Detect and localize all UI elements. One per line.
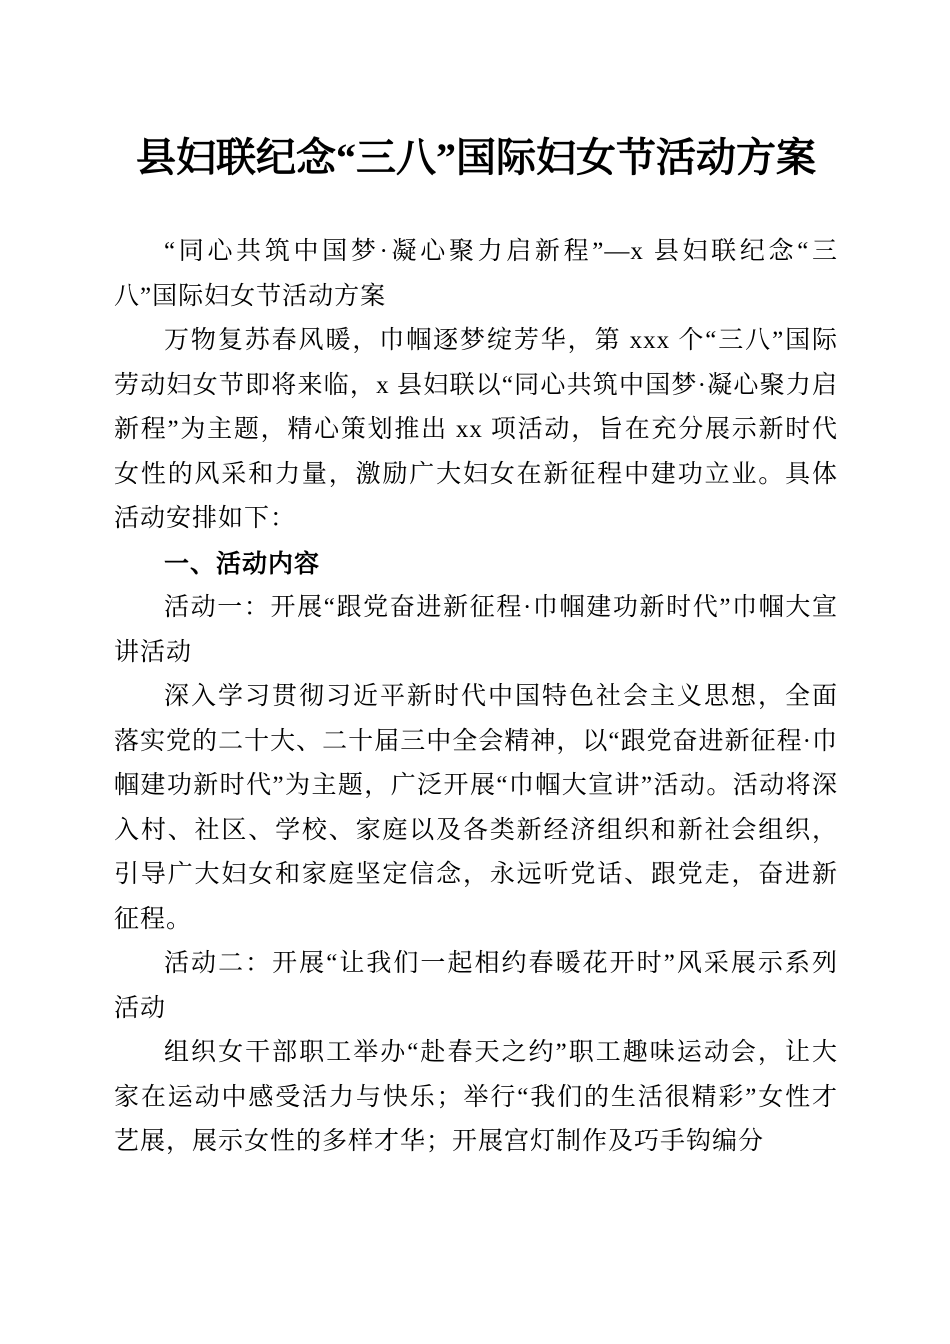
paragraph-activity1-body: 深入学习贯彻习近平新时代中国特色社会主义思想，全面落实党的二十大、二十届三中全会精神，以“跟党奋进新征程·巾帼建功新时代”为主题，广泛开展“巾帼大宣讲”活动。活动将深入村、社区、学校、家庭以及各类新经济组织和新社会组织，引导广大妇女和家庭坚定信念，永远听党话、跟党走，奋进新征程。	[114, 683, 838, 933]
paragraph-activity1-title: 活动一：开展“跟党奋进新征程·巾帼建功新时代”巾帼大宣讲活动	[114, 594, 838, 666]
document-title-text: 县妇联纪念“三八”国际妇女节活动方案	[136, 135, 816, 180]
paragraph-activity2-title: 活动二：开展“让我们一起相约春暖花开时”风采展示系列活动	[114, 950, 838, 1022]
paragraph-intro: 万物复苏春风暖，巾帼逐梦绽芳华，第 xxx 个“三八”国际劳动妇女节即将来临，x 县妇联以“同心共筑中国梦·凝心聚力启新程”为主题，精心策划推出 xx 项活动，旨在充分展示新时代女性的风采和力量，激励广大妇女在新征程中建功立业。具体活动安排如下：	[114, 327, 838, 532]
paragraph-activity2-body: 组织女干部职工举办“赴春天之约”职工趣味运动会，让大家在运动中感受活力与快乐；举行“我们的生活很精彩”女性才艺展，展示女性的多样才华；开展宫灯制作及巧手钩编分	[114, 1039, 838, 1155]
document-title	[114, 132, 838, 184]
section-heading-activity-content: 一、活动内容	[164, 549, 321, 578]
paragraph-subtitle: “同心共筑中国梦·凝心聚力启新程”—x 县妇联纪念“三八”国际妇女节活动方案	[114, 238, 838, 310]
